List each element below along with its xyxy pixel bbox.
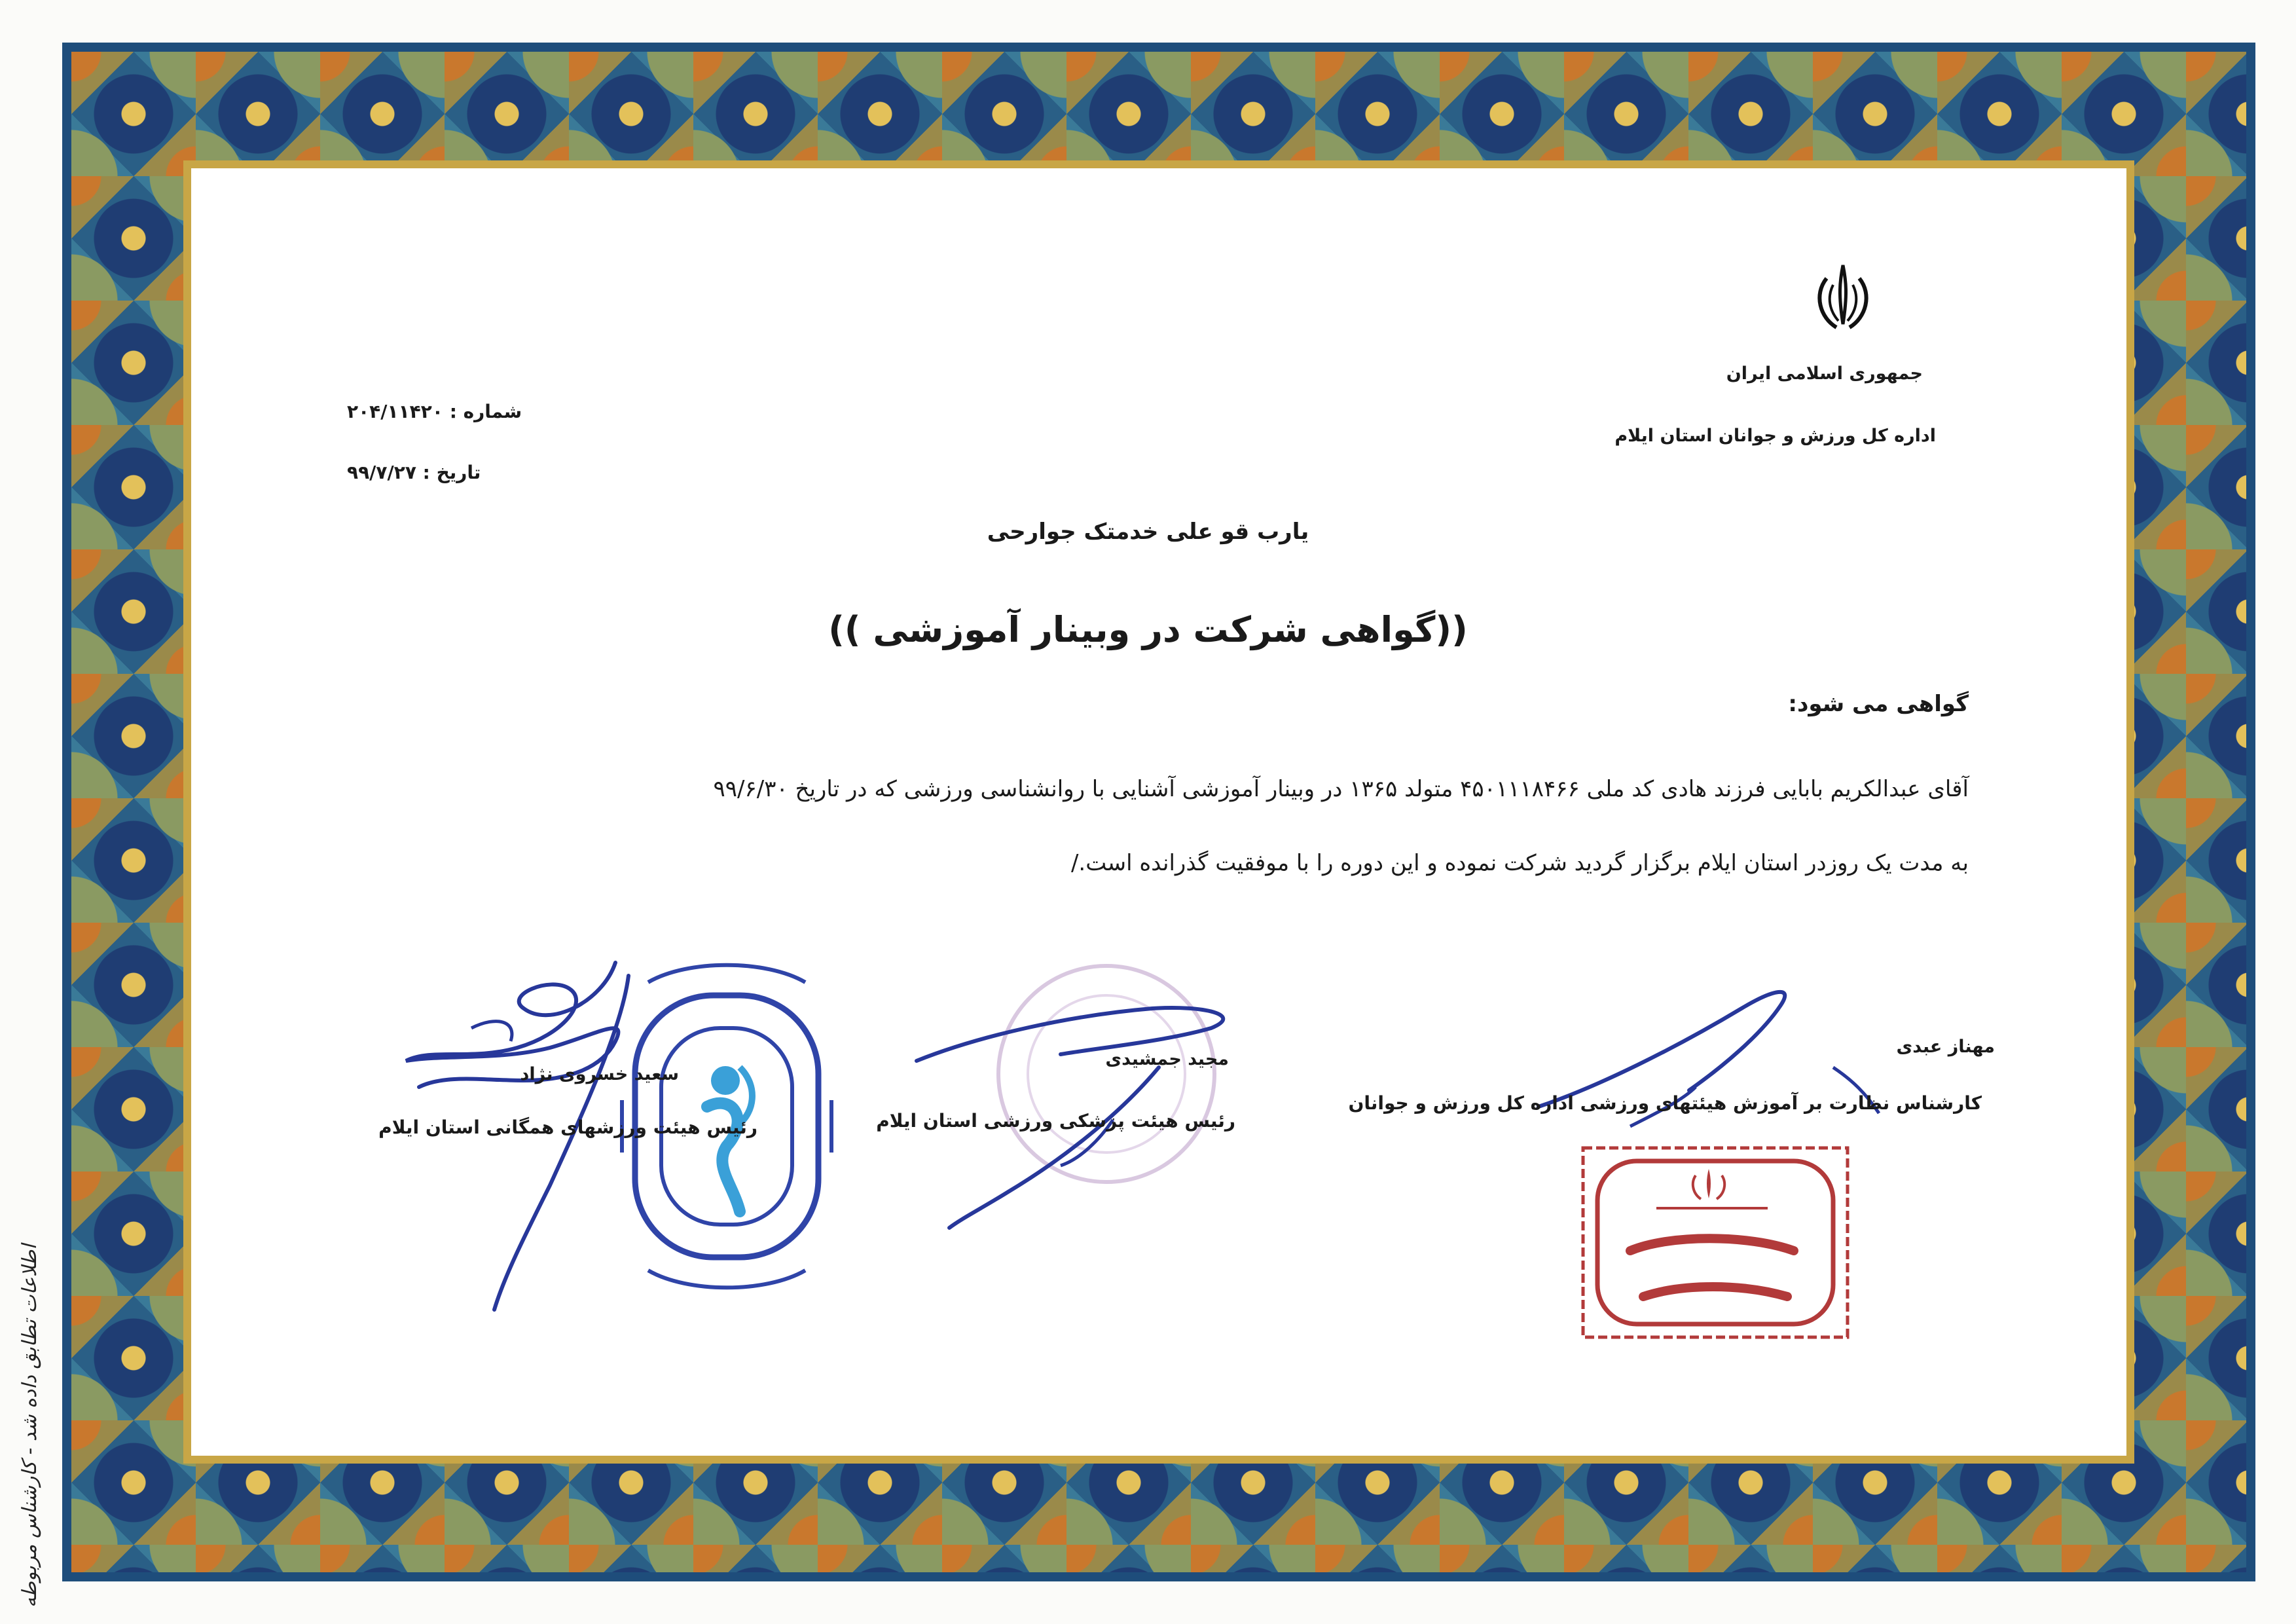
reference-date: تاریخ : ۹۹/۷/۲۷ bbox=[347, 462, 481, 483]
certify-intro: گواهی می شود: bbox=[1788, 691, 1969, 717]
body-line: آقای عبدالکریم بابایی فرزند هادی کد ملی ۴۵۰۱۱۱۸۴۶۶ متولد ۱۳۶۵ در وبینار آموزشی آشنایی با روانشناسی ورزشی که در تاریخ ۹۹/۶/۳۰ bbox=[713, 776, 1969, 802]
reference-number: شماره : ۲۰۴/۱۱۴۲۰ bbox=[347, 401, 522, 422]
certificate-title: ((گواهی شرکت در وبینار آموزشی )) bbox=[828, 609, 1468, 650]
margin-note: اطلاعات تطابق داده شد - کارشناس مربوطه bbox=[18, 1244, 41, 1608]
header-office: اداره کل ورزش و جوانان استان ایلام bbox=[1614, 426, 1936, 446]
provincial-office-stamp bbox=[1578, 1143, 1853, 1342]
signatory-role: رئیس هیئت پزشکی ورزشی استان ایلام bbox=[876, 1110, 1235, 1132]
iran-emblem-icon bbox=[1807, 259, 1879, 337]
signatory-role: رئیس هیئت ورزشهای همگانی استان ایلام bbox=[378, 1116, 757, 1138]
signatory-name: سعید خسروی نژاد bbox=[520, 1064, 679, 1084]
signatory-name: مجید جمشیدی bbox=[1105, 1049, 1229, 1069]
signatory-role: کارشناس نظارت بر آموزش هیئتهای ورزشی اداره کل ورزش و جوانان bbox=[1348, 1092, 1982, 1114]
signatory-name: مهناز عبدی bbox=[1896, 1037, 1995, 1057]
header-republic: جمهوری اسلامی ایران bbox=[1726, 363, 1923, 384]
body-line: به مدت یک روزدر استان ایلام برگزار گردید شرکت نموده و این دوره را با موفقیت گذرانده است./ bbox=[1070, 850, 1969, 876]
invocation: یارب قو علی خدمتک جوارحی bbox=[987, 519, 1309, 545]
